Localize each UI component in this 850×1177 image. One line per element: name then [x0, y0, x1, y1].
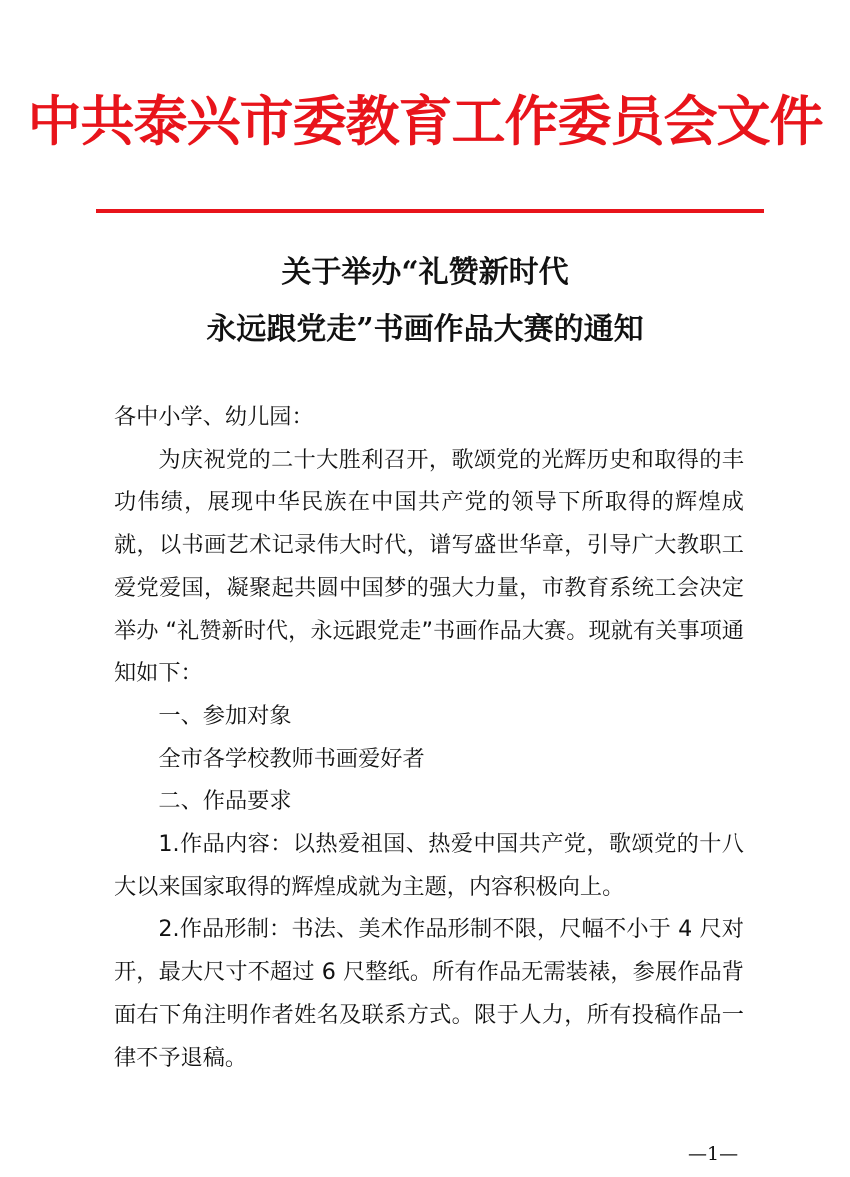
section-text-participants: 全市各学校教师书画爱好者: [158, 745, 425, 772]
page-number: —1—: [688, 1143, 739, 1165]
section-heading-requirements: 二、作品要求: [158, 788, 292, 815]
requirement-item-format: 2.作品形制：书法、美术作品形制不限，尺幅不小于 4 尺对开，最大尺寸不超过 6 尺整纸。所有作品无需装裱，参展作品背面右下角注明作者姓名及联系方式。限于人力，所有投稿作品一律不予退稿。: [114, 916, 744, 1071]
section-heading-participants: 一、参加对象: [158, 702, 292, 729]
document-header-title: 中共泰兴市委教育工作委员会文件: [27, 90, 823, 153]
requirement-item-content: 1.作品内容：以热爱祖国、热爱中国共产党，歌颂党的十八大以来国家取得的辉煌成就为主题，内容积极向上。: [114, 831, 744, 900]
salutation: 各中小学、幼儿园：: [114, 404, 314, 430]
intro-paragraph: 为庆祝党的二十大胜利召开，歌颂党的光辉历史和取得的丰功伟绩，展现中华民族在中国共产党的领导下所取得的辉煌成就，以书画艺术记录伟大时代，谱写盛世华章，引导广大教职工爱党爱国，凝聚起共圆中国梦的强大力量，市教育系统工会决定举办 “礼赞新时代，永远跟党走”书画作品大赛。现就有关事项通知如下：: [114, 446, 744, 687]
document-body: [114, 396, 744, 1079]
notice-title-line-1: 关于举办“礼赞新时代: [281, 255, 569, 290]
notice-title-line-2: 永远跟党走”书画作品大赛的通知: [206, 312, 644, 347]
header-divider-rule: [96, 209, 764, 213]
